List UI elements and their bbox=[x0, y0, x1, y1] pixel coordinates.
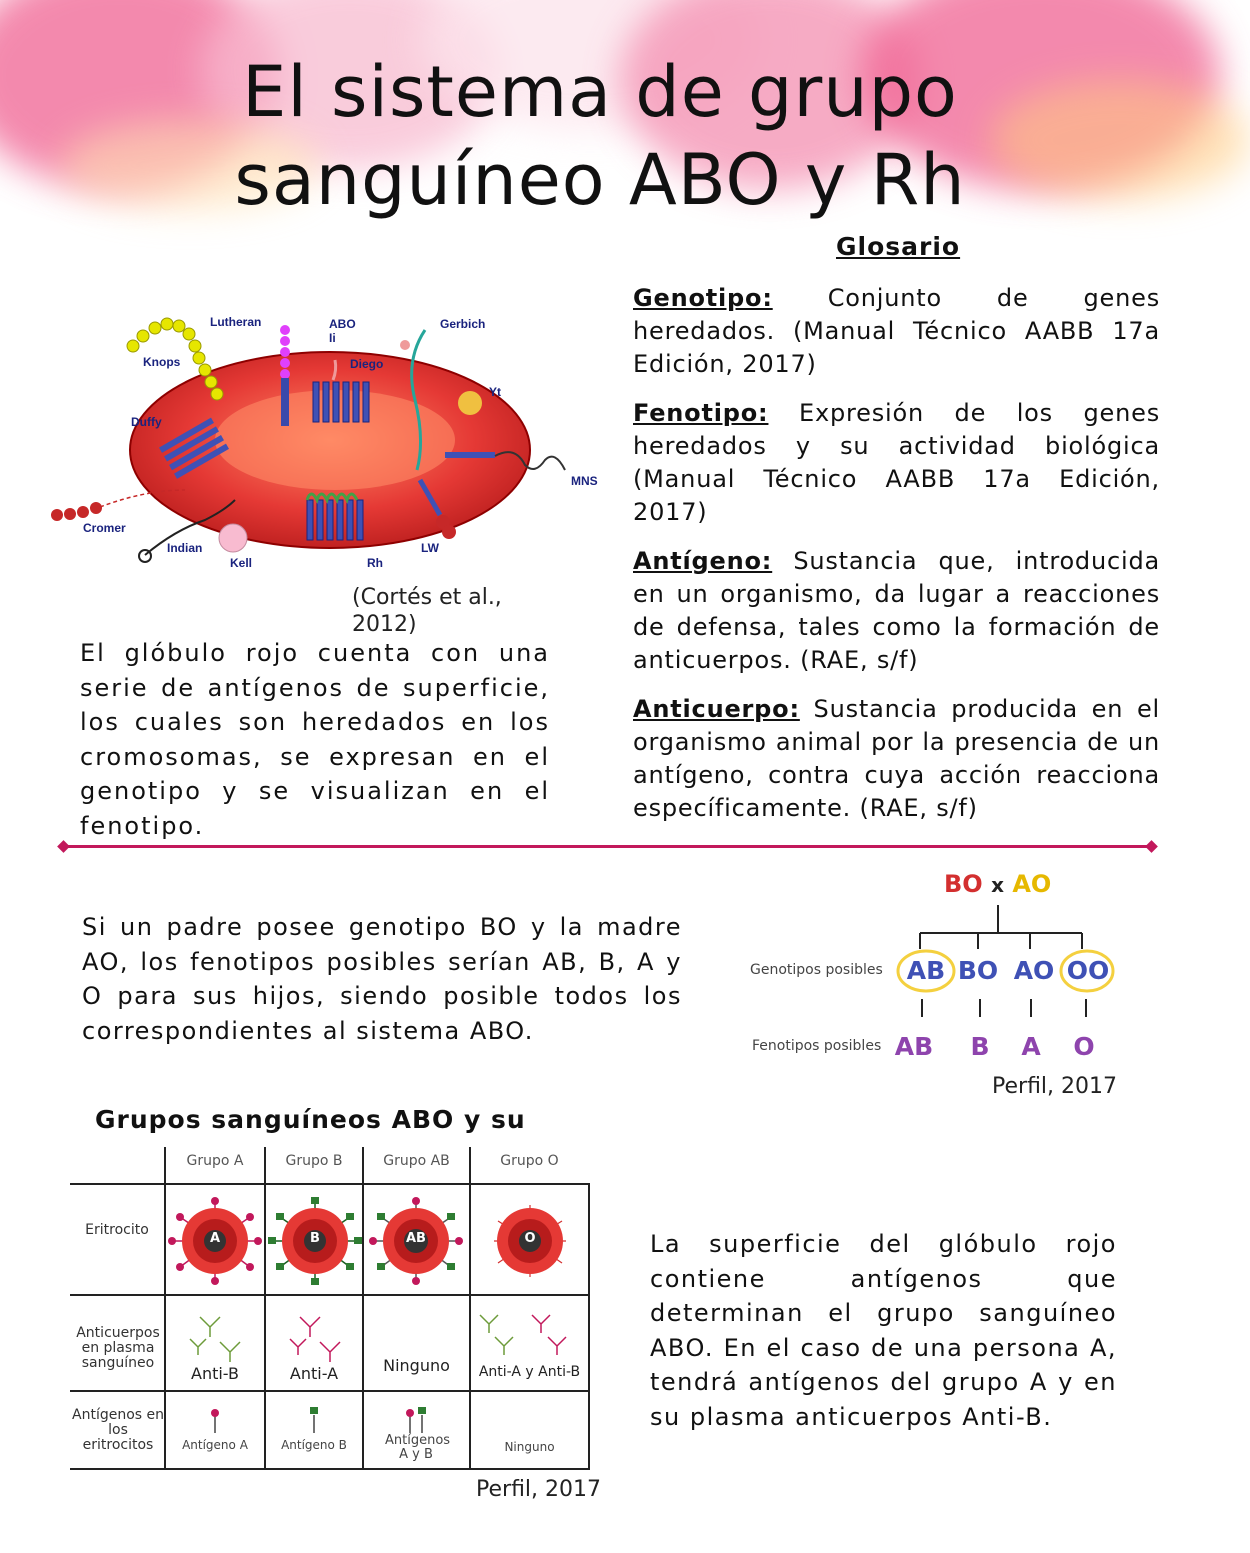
title-line-1: El sistema de grupo bbox=[242, 51, 958, 133]
col-header-grupo-b: Grupo B bbox=[285, 1153, 343, 1169]
phenotype-o: O bbox=[1073, 1032, 1095, 1061]
glossary-item-antigeno bbox=[633, 545, 1160, 677]
phenotype-a: A bbox=[1021, 1032, 1041, 1061]
glossary-definition: Conjunto de genes heredados. (Manual Técnico AABB 17a Edición, 2017) bbox=[633, 284, 1160, 378]
antigen-a: Antígeno A bbox=[182, 1438, 248, 1452]
col-header-grupo-a: Grupo A bbox=[186, 1153, 244, 1169]
label-gerbich: Gerbich bbox=[440, 317, 486, 331]
glossary-term: Anticuerpo: bbox=[633, 695, 800, 723]
row-label-anticuerpos: Anticuerpos en plasma sanguíneo bbox=[76, 1325, 160, 1371]
cross-symbol: x bbox=[991, 873, 1004, 897]
genotype-ao: AO bbox=[1013, 956, 1055, 985]
lutheran-chain bbox=[280, 325, 290, 379]
label-abo: ABO bbox=[329, 317, 356, 331]
membrane-figure-citation bbox=[352, 584, 552, 637]
glossary-list bbox=[633, 282, 1160, 820]
red-cell-paragraph: El glóbulo rojo cuenta con una serie de antígenos de superficie, los cuales son heredados en los cromosomas, se expresan en el genotipo y se visualizan en el fenotipo. bbox=[80, 639, 550, 840]
genotypes-label: Genotipos posibles bbox=[750, 962, 883, 978]
antibody-anti-a: Anti-A bbox=[289, 1364, 339, 1383]
row-label-eritrocito: Eritrocito bbox=[85, 1222, 149, 1238]
cross-parents bbox=[944, 870, 1051, 898]
glossary-item-fenotipo bbox=[633, 397, 1160, 529]
citation-line-2: 2012) bbox=[352, 612, 417, 637]
section-divider bbox=[64, 845, 1152, 848]
glossary-term: Antígeno: bbox=[633, 547, 773, 575]
label-lutheran: Lutheran bbox=[210, 315, 262, 329]
rbc-letter-a: A bbox=[209, 1231, 221, 1246]
genotype-bo: BO bbox=[957, 956, 999, 985]
genotype-oo: OO bbox=[1066, 956, 1110, 985]
label-knops: Knops bbox=[143, 355, 181, 369]
label-lw: LW bbox=[421, 541, 439, 555]
col-header-grupo-o: Grupo O bbox=[500, 1153, 559, 1169]
rbc-letter-o: O bbox=[524, 1231, 536, 1246]
inheritance-paragraph: Si un padre posee genotipo BO y la madre AO, los fenotipos posibles serían AB, B, A y O para sus hijos, siendo posible todos los correspondientes al sistema ABO. bbox=[82, 913, 682, 1045]
parent-mother-genotype: AO bbox=[1012, 870, 1052, 898]
antigen-a-y-b: Antígenos A y B bbox=[385, 1433, 451, 1462]
abo-table-citation: Perfil, 2017 bbox=[476, 1477, 602, 1502]
antigen-icons bbox=[211, 1407, 426, 1433]
cross-diagram-citation: Perfil, 2017 bbox=[992, 1074, 1118, 1099]
antibody-anti-b: Anti-B bbox=[191, 1364, 239, 1383]
genotype-ab: AB bbox=[906, 956, 946, 985]
kell-antigen bbox=[219, 524, 247, 552]
label-indian: Indian bbox=[167, 541, 203, 555]
glossary-definition: Expresión de los genes heredados y su actividad biológica (Manual Técnico AABB 17a Edición, 2017) bbox=[633, 399, 1160, 526]
label-diego: Diego bbox=[350, 357, 384, 371]
yt-antigen bbox=[458, 391, 482, 415]
antigen-b: Antígeno B bbox=[281, 1438, 347, 1452]
antibody-anti-a-anti-b: Anti-A y Anti-B bbox=[478, 1364, 581, 1380]
title-line-2: sanguíneo ABO y Rh bbox=[234, 139, 966, 221]
glossary-definition: Sustancia que, introducida en un organismo, da lugar a reacciones de defensa, tales como la formación de anticuerpos. (RAE, s/f) bbox=[633, 547, 1160, 674]
glossary-definition: Sustancia producida en el organismo animal por la presencia de un antígeno, contra cuya acción reacciona específicamente. (RAE, s/f) bbox=[633, 695, 1160, 822]
antibody-icons bbox=[190, 1315, 566, 1362]
abo-table-title: Grupos sanguíneos ABO y su bbox=[95, 1105, 526, 1134]
label-mns: MNS bbox=[571, 474, 598, 488]
phenotype-b: B bbox=[970, 1032, 990, 1061]
phenotype-ab: AB bbox=[894, 1032, 934, 1061]
rbc-membrane-antigen-figure bbox=[45, 300, 615, 585]
phenotypes-label: Fenotipos posibles bbox=[752, 1038, 882, 1054]
col-header-grupo-ab: Grupo AB bbox=[383, 1153, 450, 1169]
antibody-ninguno: Ninguno bbox=[383, 1356, 450, 1375]
glossary-heading: Glosario bbox=[836, 232, 961, 261]
rbc-letter-ab: AB bbox=[406, 1231, 426, 1246]
cromer-chain bbox=[51, 502, 102, 521]
divider-left-diamond bbox=[57, 840, 70, 853]
glossary-term: Genotipo: bbox=[633, 284, 773, 312]
glossary-item-anticuerpo bbox=[633, 693, 1160, 825]
label-cromer: Cromer bbox=[83, 521, 126, 535]
glossary-term: Fenotipo: bbox=[633, 399, 769, 427]
label-duffy: Duffy bbox=[131, 415, 162, 429]
citation-line-1: (Cortés et al., bbox=[352, 585, 502, 610]
parent-father-genotype: BO bbox=[944, 870, 983, 898]
row-label-antigenos: Antígenos en los eritrocitos bbox=[72, 1407, 164, 1453]
surface-antigen-paragraph: La superficie del glóbulo rojo contiene antígenos que determinan el grupo sanguíneo ABO. En el caso de una persona A, tendrá antígenos del grupo A y en su plasma anticuerpos Anti-B. bbox=[650, 1230, 1117, 1431]
label-rh: Rh bbox=[367, 556, 383, 570]
label-yt: Yt bbox=[489, 385, 501, 399]
antigen-ninguno: Ninguno bbox=[504, 1440, 555, 1454]
label-kell: Kell bbox=[230, 556, 253, 570]
label-ii: Ii bbox=[329, 331, 336, 345]
divider-right-diamond bbox=[1145, 840, 1158, 853]
page-title bbox=[0, 48, 1200, 224]
glossary-item-genotipo bbox=[633, 282, 1160, 381]
rbc-letter-b: B bbox=[310, 1231, 320, 1246]
